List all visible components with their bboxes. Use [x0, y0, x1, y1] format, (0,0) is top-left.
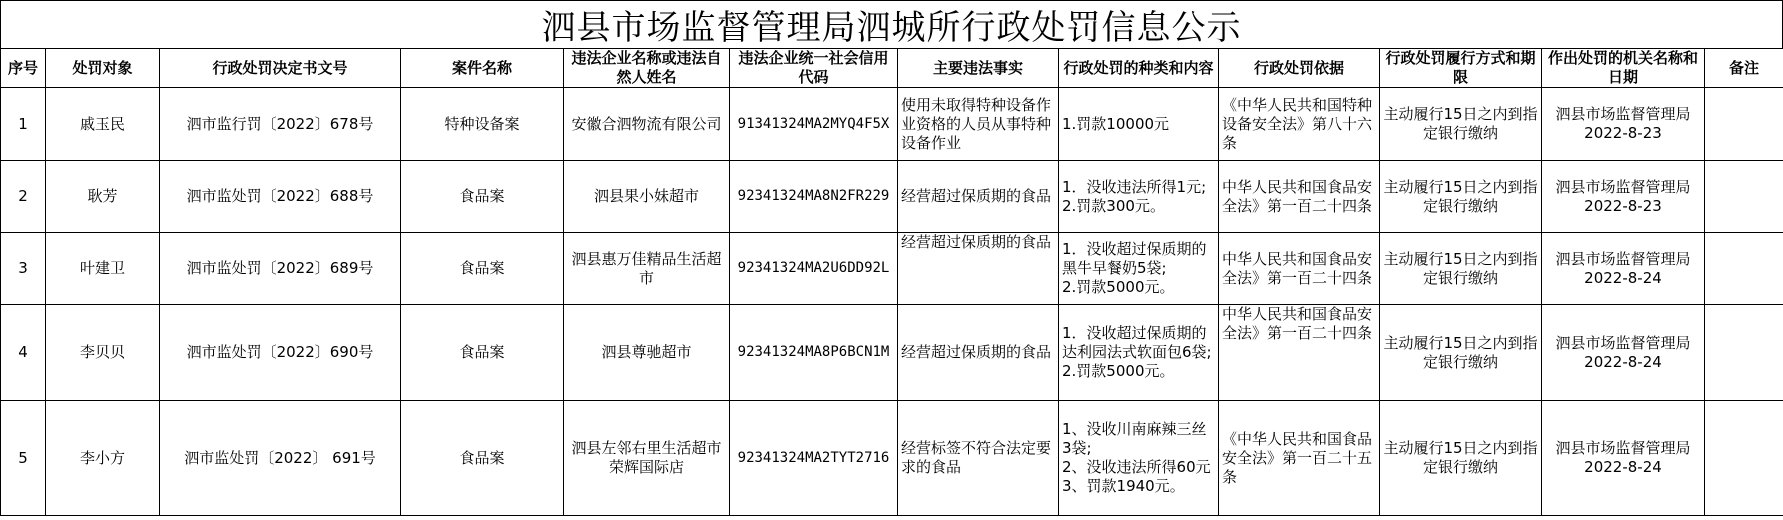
- case-name: 食品案: [401, 305, 564, 401]
- remark: [1705, 233, 1783, 305]
- remark: [1705, 161, 1783, 233]
- header-cell: 备注: [1705, 49, 1783, 88]
- header-cell: 违法企业统一社会信用代码: [730, 49, 898, 88]
- violation-facts: 使用未取得特种设备作业资格的人员从事特种设备作业: [898, 88, 1059, 161]
- decision-doc-number: 泗市监处罚〔2022〕689号: [160, 233, 401, 305]
- penalty-line: 3、罚款1940元。: [1062, 477, 1185, 495]
- table-row: [1, 161, 1783, 233]
- penalty-date: 2022-8-24: [1584, 352, 1662, 371]
- case-name: 食品案: [401, 161, 564, 233]
- header-cell: 序号: [1, 49, 46, 88]
- header-cell: 违法企业名称或违法自然人姓名: [564, 49, 730, 88]
- authority-name: 泗县市场监督管理局: [1555, 177, 1691, 196]
- header-cell: 案件名称: [401, 49, 564, 88]
- row-number: 1: [1, 88, 46, 161]
- performance-method: 主动履行15日之内到指定银行缴纳: [1380, 88, 1542, 161]
- decision-doc-number: 泗市监行罚〔2022〕678号: [160, 88, 401, 161]
- remark: [1705, 88, 1783, 161]
- credit-code: 92341324MA2TYT2716: [730, 401, 898, 516]
- table-row: [1, 305, 1783, 401]
- table-row: [1, 88, 1783, 161]
- authority-and-date: [1542, 161, 1705, 233]
- case-name: 特种设备案: [401, 88, 564, 161]
- entity-name: 安徽合泗物流有限公司: [564, 88, 730, 161]
- header-cell: 行政处罚的种类和内容: [1059, 49, 1219, 88]
- row-number: 4: [1, 305, 46, 401]
- penalty-date: 2022-8-23: [1584, 196, 1662, 215]
- authority-name: 泗县市场监督管理局: [1555, 333, 1691, 352]
- penalty-target: 李小方: [46, 401, 160, 516]
- entity-name: 泗县尊驰超市: [564, 305, 730, 401]
- penalty-date: 2022-8-24: [1584, 268, 1662, 287]
- penalty-line: 1．没收超过保质期的达利园法式软面包6袋;: [1062, 324, 1212, 361]
- penalty-target: 李贝贝: [46, 305, 160, 401]
- header-cell: 行政处罚依据: [1219, 49, 1380, 88]
- authority-name: 泗县市场监督管理局: [1555, 105, 1691, 123]
- notice-title: 泗县市场监督管理局泗城所行政处罚信息公示: [0, 0, 1783, 48]
- authority-and-date: [1542, 401, 1705, 516]
- penalty-target: 戚玉民: [46, 88, 160, 161]
- remark: [1705, 401, 1783, 516]
- penalty-content: [1059, 88, 1219, 161]
- header-row: [1, 49, 1783, 88]
- credit-code: 92341324MA2U6DD92L: [730, 233, 898, 305]
- penalty-content: [1059, 233, 1219, 305]
- header-cell: 处罚对象: [46, 49, 160, 88]
- performance-method: 主动履行15日之内到指定银行缴纳: [1380, 401, 1542, 516]
- penalty-target: 叶建卫: [46, 233, 160, 305]
- entity-name: 泗县左邻右里生活超市荣辉国际店: [564, 401, 730, 516]
- violation-facts: 经营超过保质期的食品: [898, 305, 1059, 401]
- credit-code: 92341324MA8P6BCN1M: [730, 305, 898, 401]
- penalty-date: 2022-8-24: [1584, 458, 1662, 476]
- penalty-content: [1059, 401, 1219, 516]
- authority-name: 泗县市场监督管理局: [1555, 439, 1691, 457]
- penalty-line: 2.罚款300元。: [1062, 196, 1165, 215]
- header-cell: 行政处罚决定书文号: [160, 49, 401, 88]
- penalty-content: [1059, 161, 1219, 233]
- decision-doc-number: 泗市监处罚〔2022〕 691号: [160, 401, 401, 516]
- decision-doc-number: 泗市监处罚〔2022〕688号: [160, 161, 401, 233]
- penalty-target: 耿芳: [46, 161, 160, 233]
- penalty-line: 1.罚款10000元: [1062, 114, 1170, 133]
- penalty-line: 1．没收超过保质期的黑牛早餐奶5袋;: [1062, 240, 1207, 277]
- violation-facts: 经营标签不符合法定要求的食品: [898, 401, 1059, 516]
- violation-facts: 经营超过保质期的食品: [898, 161, 1059, 233]
- authority-and-date: [1542, 88, 1705, 161]
- authority-name: 泗县市场监督管理局: [1555, 249, 1691, 268]
- remark: [1705, 305, 1783, 401]
- penalty-basis: 中华人民共和国食品安全法》第一百二十四条: [1219, 305, 1380, 401]
- penalty-basis: 中华人民共和国食品安全法》第一百二十四条: [1219, 233, 1380, 305]
- penalty-line: 2、没收违法所得60元: [1062, 458, 1211, 476]
- performance-method: 主动履行15日之内到指定银行缴纳: [1380, 305, 1542, 401]
- penalty-line: 2.罚款5000元。: [1062, 278, 1175, 296]
- performance-method: 主动履行15日之内到指定银行缴纳: [1380, 233, 1542, 305]
- performance-method: 主动履行15日之内到指定银行缴纳: [1380, 161, 1542, 233]
- authority-and-date: [1542, 233, 1705, 305]
- credit-code: 92341324MA8N2FR229: [730, 161, 898, 233]
- row-number: 3: [1, 233, 46, 305]
- penalty-basis: 中华人民共和国食品安全法》第一百二十四条: [1219, 161, 1380, 233]
- penalty-content: [1059, 305, 1219, 401]
- penalty-table: [0, 48, 1783, 516]
- case-name: 食品案: [401, 233, 564, 305]
- penalty-line: 2.罚款5000元。: [1062, 362, 1175, 380]
- row-number: 5: [1, 401, 46, 516]
- authority-and-date: [1542, 305, 1705, 401]
- penalty-basis: 《中华人民共和国食品安全法》第一百二十五条: [1219, 401, 1380, 516]
- row-number: 2: [1, 161, 46, 233]
- table-row: [1, 233, 1783, 305]
- penalty-basis: 《中华人民共和国特种设备安全法》第八十六条: [1219, 88, 1380, 161]
- header-cell: 行政处罚履行方式和期限: [1380, 49, 1542, 88]
- header-cell: 作出处罚的机关名称和日期: [1542, 49, 1705, 88]
- violation-facts: 经营超过保质期的食品: [898, 233, 1059, 305]
- penalty-date: 2022-8-23: [1584, 124, 1662, 142]
- case-name: 食品案: [401, 401, 564, 516]
- table-row: [1, 401, 1783, 516]
- entity-name: 泗县惠万佳精品生活超市: [564, 233, 730, 305]
- penalty-line: 1、没收川南麻辣三丝3袋;: [1062, 420, 1207, 457]
- header-cell: 主要违法事实: [898, 49, 1059, 88]
- penalty-line: 1．没收违法所得1元;: [1062, 177, 1207, 196]
- credit-code: 91341324MA2MYQ4F5X: [730, 88, 898, 161]
- entity-name: 泗县果小妹超市: [564, 161, 730, 233]
- decision-doc-number: 泗市监处罚〔2022〕690号: [160, 305, 401, 401]
